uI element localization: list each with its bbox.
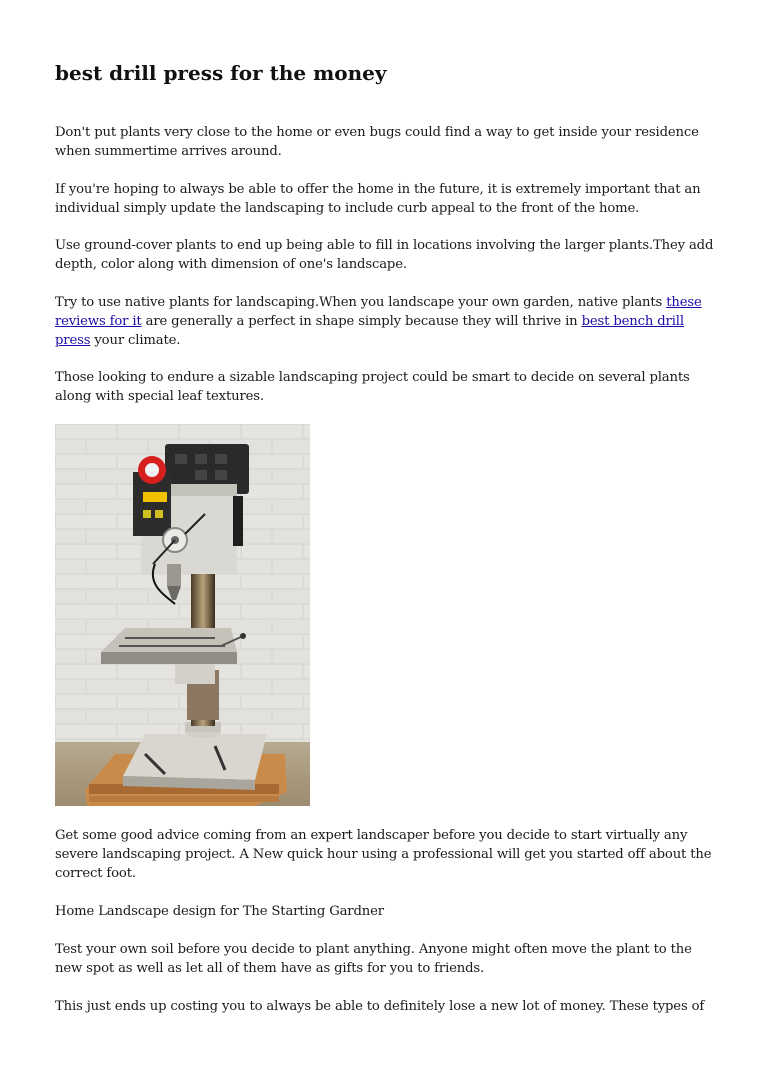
paragraph-4-text-b: are generally a perfect in shape simply because they will thrive in xyxy=(141,314,582,329)
paragraph-2: If you're hoping to always be able to offer the home in the future, it is extremely important that an individual simply update the landscaping to include curb appeal to the front of the home. xyxy=(55,182,701,216)
paragraph-3: Use ground-cover plants to end up being able to fill in locations involving the larger plants.They add depth, color along with dimension of one's landscape. xyxy=(55,238,714,272)
paragraph-1: Don't put plants very close to the home or even bugs could find a way to get inside your residence when summertime arrives around. xyxy=(55,125,699,159)
page-title: best drill press for the money xyxy=(55,61,387,85)
paragraph-8: Test your own soil before you decide to plant anything. Anyone might often move the plant to the new spot as well as let all of them have as gifts for you to friends. xyxy=(55,942,692,976)
paragraph-9: This just ends up costing you to always be able to definitely lose a new lot of money. These types of xyxy=(55,999,705,1014)
paragraph-4-text-c: your climate. xyxy=(90,333,181,348)
paragraph-6: Get some good advice coming from an expert landscaper before you decide to start virtually any severe landscaping project. A New quick hour using a professional will get you started off about the correct foot. xyxy=(55,828,712,881)
best-bench-drill-press-link[interactable]: best bench drill press xyxy=(55,314,684,348)
paragraph-5: Those looking to endure a sizable landscaping project could be smart to decide on several plants along with special leaf textures. xyxy=(55,370,690,404)
these-reviews-link[interactable]: these reviews for it xyxy=(55,295,702,329)
drill-press-photo xyxy=(55,424,310,806)
paragraph-7: Home Landscape design for The Starting Gardner xyxy=(55,904,384,919)
paragraph-4 xyxy=(55,293,715,350)
paragraph-4-text-a: Try to use native plants for landscaping.When you landscape your own garden, native plants xyxy=(55,295,667,310)
